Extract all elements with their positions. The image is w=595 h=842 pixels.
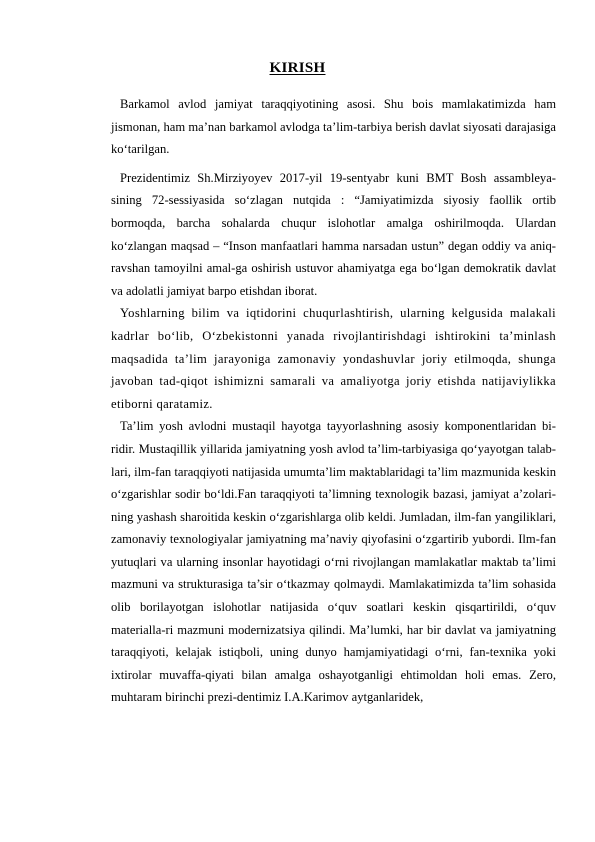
paragraph-4: Ta’lim yosh avlodni mustaqil hayotga tayyorlashning asosiy komponentlaridan bi-ridir. Mustaqillik yillarida jamiyatning yosh avlod ta’lim-tarbiyasiga qo‘yayotgan talab-lari, ilm-fan taraqqiyoti natijasida umumta’lim maktablaridagi ta’lim mazmunida keskin o‘zgarishlar sodir bo‘ldi.Fan taraqqiyoti ta’limning texnologik bazasi, jamiyat a’zolari-ning yashash sharoitida keskin o‘zgarishlarga olib keldi. Jumladan, ilm-fan yangiliklari, zamonaviy texnologiyalar jamiyatning ma’naviy qiyofasini o‘zgartirib yubordi. Ilm-fan yutuqlari va ularning insonlar hayotidagi o‘rni rivojlangan mamlakatlar maktab ta’limi mazmuni va strukturasiga ta’sir o‘tkazmay qolmaydi. Mamlakatimizda ta’lim sohasida olib borilayotgan islohotlar natijasida o‘quv soatlari keskin qisqartirildi, o‘quv materialla-ri mazmuni modernizatsiya qilindi. Ma’lumki, har bir davlat va jamiyatning taraqqiyoti, kelajak istiqboli, uning dunyo hamjamiyatidagi o‘rni, fan-texnika yoki ixtirolar muvaffa-qiyati bilan amalga oshayotganligi ehtimoldan holi emas. Zero, muhtaram birinchi prezi-dentimiz I.A.Karimov aytganlaridek,	[111, 419, 556, 705]
paragraph-3: Yoshlarning bilim va iqtidorini chuqurlashtirish, ularning kelgusida malakali kadrlar bo‘lib, O‘zbekistonni yanada rivojlantirishdagi ishtirokini ta’minlash maqsadida ta’lim jarayoniga zamonaviy yondashuvlar joriy etilmoqda, shunga javoban tad-qiqot ishimizni samarali va amaliyotga joriy etishda natijaviylikka etiborni qaratamiz.	[111, 306, 556, 411]
title-text: KIRISH	[269, 60, 326, 76]
paragraph-1: Barkamol avlod jamiyat taraqqiyotining asosi. Shu bois mamlakatimizda ham jismonan, ham ma’nan barkamol avlodga ta’lim-tarbiya berish davlat siyosati darajasiga ko‘tarilgan.	[111, 97, 556, 157]
document-body	[111, 93, 556, 709]
document-title	[0, 60, 595, 77]
paragraph-2: Prezidentimiz Sh.Mirziyoyev 2017-yil 19-sentyabr kuni BMT Bosh assambleya-sining 72-sessiyasida so‘zlagan nutqida : “Jamiyatimizda siyosiy faollik ortib bormoqda, barcha sohalarda chuqur islohotlar amalga oshirilmoqda. Ulardan ko‘zlangan maqsad – “Inson manfaatlari hamma narsadan ustun” degan oddiy va aniq-ravshan tamoyilni amal-ga oshirish ustuvor ahamiyatga ega bo‘lgan demokratik davlat va adolatli jamiyat barpo etishdan iborat.	[111, 170, 556, 298]
